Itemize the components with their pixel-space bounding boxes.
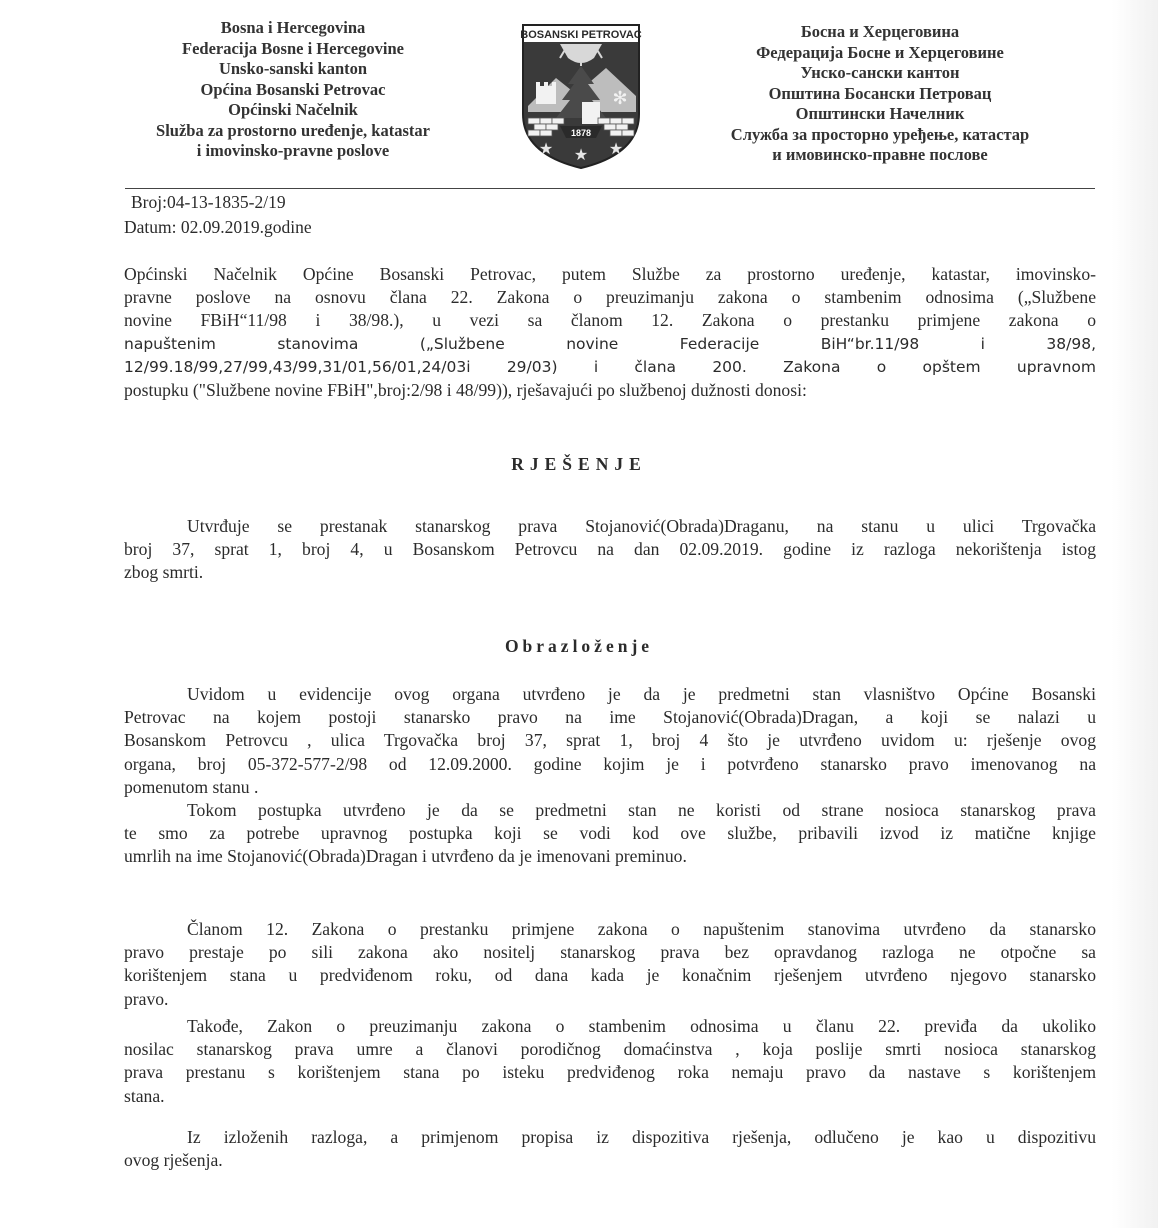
text-line: Iz izloženih razloga, a primjenom propisa iz dispozitiva rješenja, odlučeno je kao u dispozitivu — [187, 1127, 1096, 1147]
text-line: korištenjem stana u predviđenom roku, od dana kada je konačnim rješenjem utvrđeno njegovo stanarsko — [124, 965, 1096, 986]
text-line: umrlih na ime Stojanović(Obrada)Dragan i utvrđeno da je imenovani preminuo. — [124, 846, 687, 867]
text-line: postupku ("Službene novine FBiH",broj:2/98 i 48/99)), rješavajući po službenoj dužnosti donosi: — [124, 380, 807, 401]
text-line: stana. — [124, 1085, 165, 1106]
header-line: Općinski Načelnik — [228, 100, 358, 119]
municipal-coat-of-arms-icon — [520, 22, 642, 170]
text-line: Tokom postupka utvrđeno je da se predmetni stan ne koristi od strane nosioca stanarskog prava — [187, 800, 1096, 820]
header-line: Općina Bosanski Petrovac — [200, 79, 386, 99]
text-line: broj 37, sprat 1, broj 4, u Bosanskom Petrovcu na dan 02.09.2019. godine iz razloga nekorištenja istog — [124, 539, 1096, 560]
crest-banner-text: BOSANSKI PETROVAC — [520, 29, 642, 41]
document-date: Datum: 02.09.2019.godine — [124, 217, 312, 237]
header-line: и имовинско-правне послове — [772, 145, 988, 164]
text-line: Bosanskom Petrovcu , ulica Trgovačka broj 37, sprat 1, broj 4 što je utvrđeno uvidom u: rješenje ovog — [124, 730, 1096, 751]
reasoning-paragraph-4 — [124, 1015, 1096, 1108]
text-line: Uvidom u evidencije ovog organa utvrđeno je da je predmetni stan vlasništvo Općine Bosanski — [187, 684, 1096, 704]
preamble-paragraph — [124, 263, 1096, 402]
header-line: Unsko-sanski kanton — [218, 59, 368, 78]
decision-paragraph — [124, 515, 1096, 585]
header-line: Општина Босански Петровац — [768, 83, 992, 103]
document-reference — [124, 190, 312, 240]
reasoning-title: Obrazloženje — [504, 636, 654, 656]
header-line: Bosna i Hercegovina — [220, 18, 366, 37]
reasoning-paragraph-5 — [124, 1126, 1096, 1172]
text-line: 12/99.18/99,27/99,43/99,31/01,56/01,24/03i 29/03) i člana 200. Zakona o opštem upravnom — [124, 357, 1096, 376]
crest-year: 1878 — [570, 128, 592, 138]
decision-title: RJEŠENJE — [511, 454, 647, 474]
reference-number: Broj:04-13-1835-2/19 — [131, 192, 286, 212]
text-line: Općinski Načelnik Općine Bosanski Petrovac, putem Službe za prostorno uređenje, katastar, imovinsko- — [124, 264, 1096, 284]
header-line: Унско-сански кантон — [800, 63, 960, 82]
header-cyrillic — [690, 22, 1070, 166]
text-line: te smo za potrebe upravnog postupka koji se vodi kod ove službe, pribavili izvod iz matične knjige — [124, 823, 1096, 844]
text-line: zbog smrti. — [124, 562, 204, 583]
text-line: pravo. — [124, 988, 169, 1009]
text-line: nosilac stanarskog prava umre a članovi porodičnog domaćinstva , koja poslije smrti nosioca stanarskog — [124, 1039, 1096, 1060]
header-line: Služba za prostorno uređenje, katastar — [156, 120, 430, 140]
svg-text:★: ★ — [538, 139, 554, 158]
text-line: pravo prestaje po sili zakona ako nositelj stanarskog prava bez opravdanog razloga ne otpočne sa — [124, 942, 1096, 963]
header-line: i imovinsko-pravne poslove — [196, 141, 390, 160]
reasoning-paragraph-3 — [124, 918, 1096, 1011]
header-line: Федерација Босне и Херцеговине — [756, 42, 1004, 62]
reasoning-paragraph-1 — [124, 683, 1096, 799]
text-line: novine FBiH“11/98 i 38/98.), u vezi sa članom 12. Zakona o prestanku primjene zakona o — [124, 310, 1096, 331]
text-line: pravne poslove na osnovu člana 22. Zakona o preuzimanju zakona o stambenim odnosima („Službene — [124, 287, 1096, 308]
header-latin — [118, 18, 468, 162]
text-line: pomenutom stanu . — [124, 776, 259, 797]
text-line: Članom 12. Zakona o prestanku primjene zakona o napuštenim stanovima utvrđeno da stanarsko — [187, 919, 1096, 939]
header-divider — [125, 188, 1095, 189]
text-line: Utvrđuje se prestanak stanarskog prava Stojanović(Obrada)Draganu, na stanu u ulici Trgovačka — [187, 516, 1096, 536]
header-line: Federacija Bosne i Hercegovine — [182, 38, 404, 58]
header-line: Босна и Херцеговина — [800, 22, 960, 41]
reasoning-paragraph-2 — [124, 799, 1096, 869]
header-line: Служба за просторно уређење, катастар — [730, 124, 1030, 144]
svg-text:★: ★ — [608, 139, 624, 158]
text-line: organa, broj 05-372-577-2/98 od 12.09.2000. godine kojim je i potvrđeno stanarsko pravo imenovanog na — [124, 753, 1096, 774]
svg-text:✻: ✻ — [612, 88, 628, 109]
text-line: Takođe, Zakon o preuzimanju zakona o stambenim odnosima u članu 22. previđa da ukoliko — [187, 1016, 1096, 1036]
text-line: prava prestanu s korištenjem stana po isteku predviđenog roka nemaju pravo da nastave s korištenjem — [124, 1062, 1096, 1083]
header-line: Општински Начелник — [795, 104, 965, 123]
text-line: Petrovac na kojem postoji stanarsko pravo na ime Stojanović(Obrada)Dragan, a koji se nalazi u — [124, 707, 1096, 728]
text-line: napuštenim stanovima („Službene novine Federacije BiH“br.11/98 i 38/98, — [124, 334, 1096, 353]
text-line: ovog rješenja. — [124, 1150, 223, 1171]
svg-text:★: ★ — [573, 145, 589, 164]
